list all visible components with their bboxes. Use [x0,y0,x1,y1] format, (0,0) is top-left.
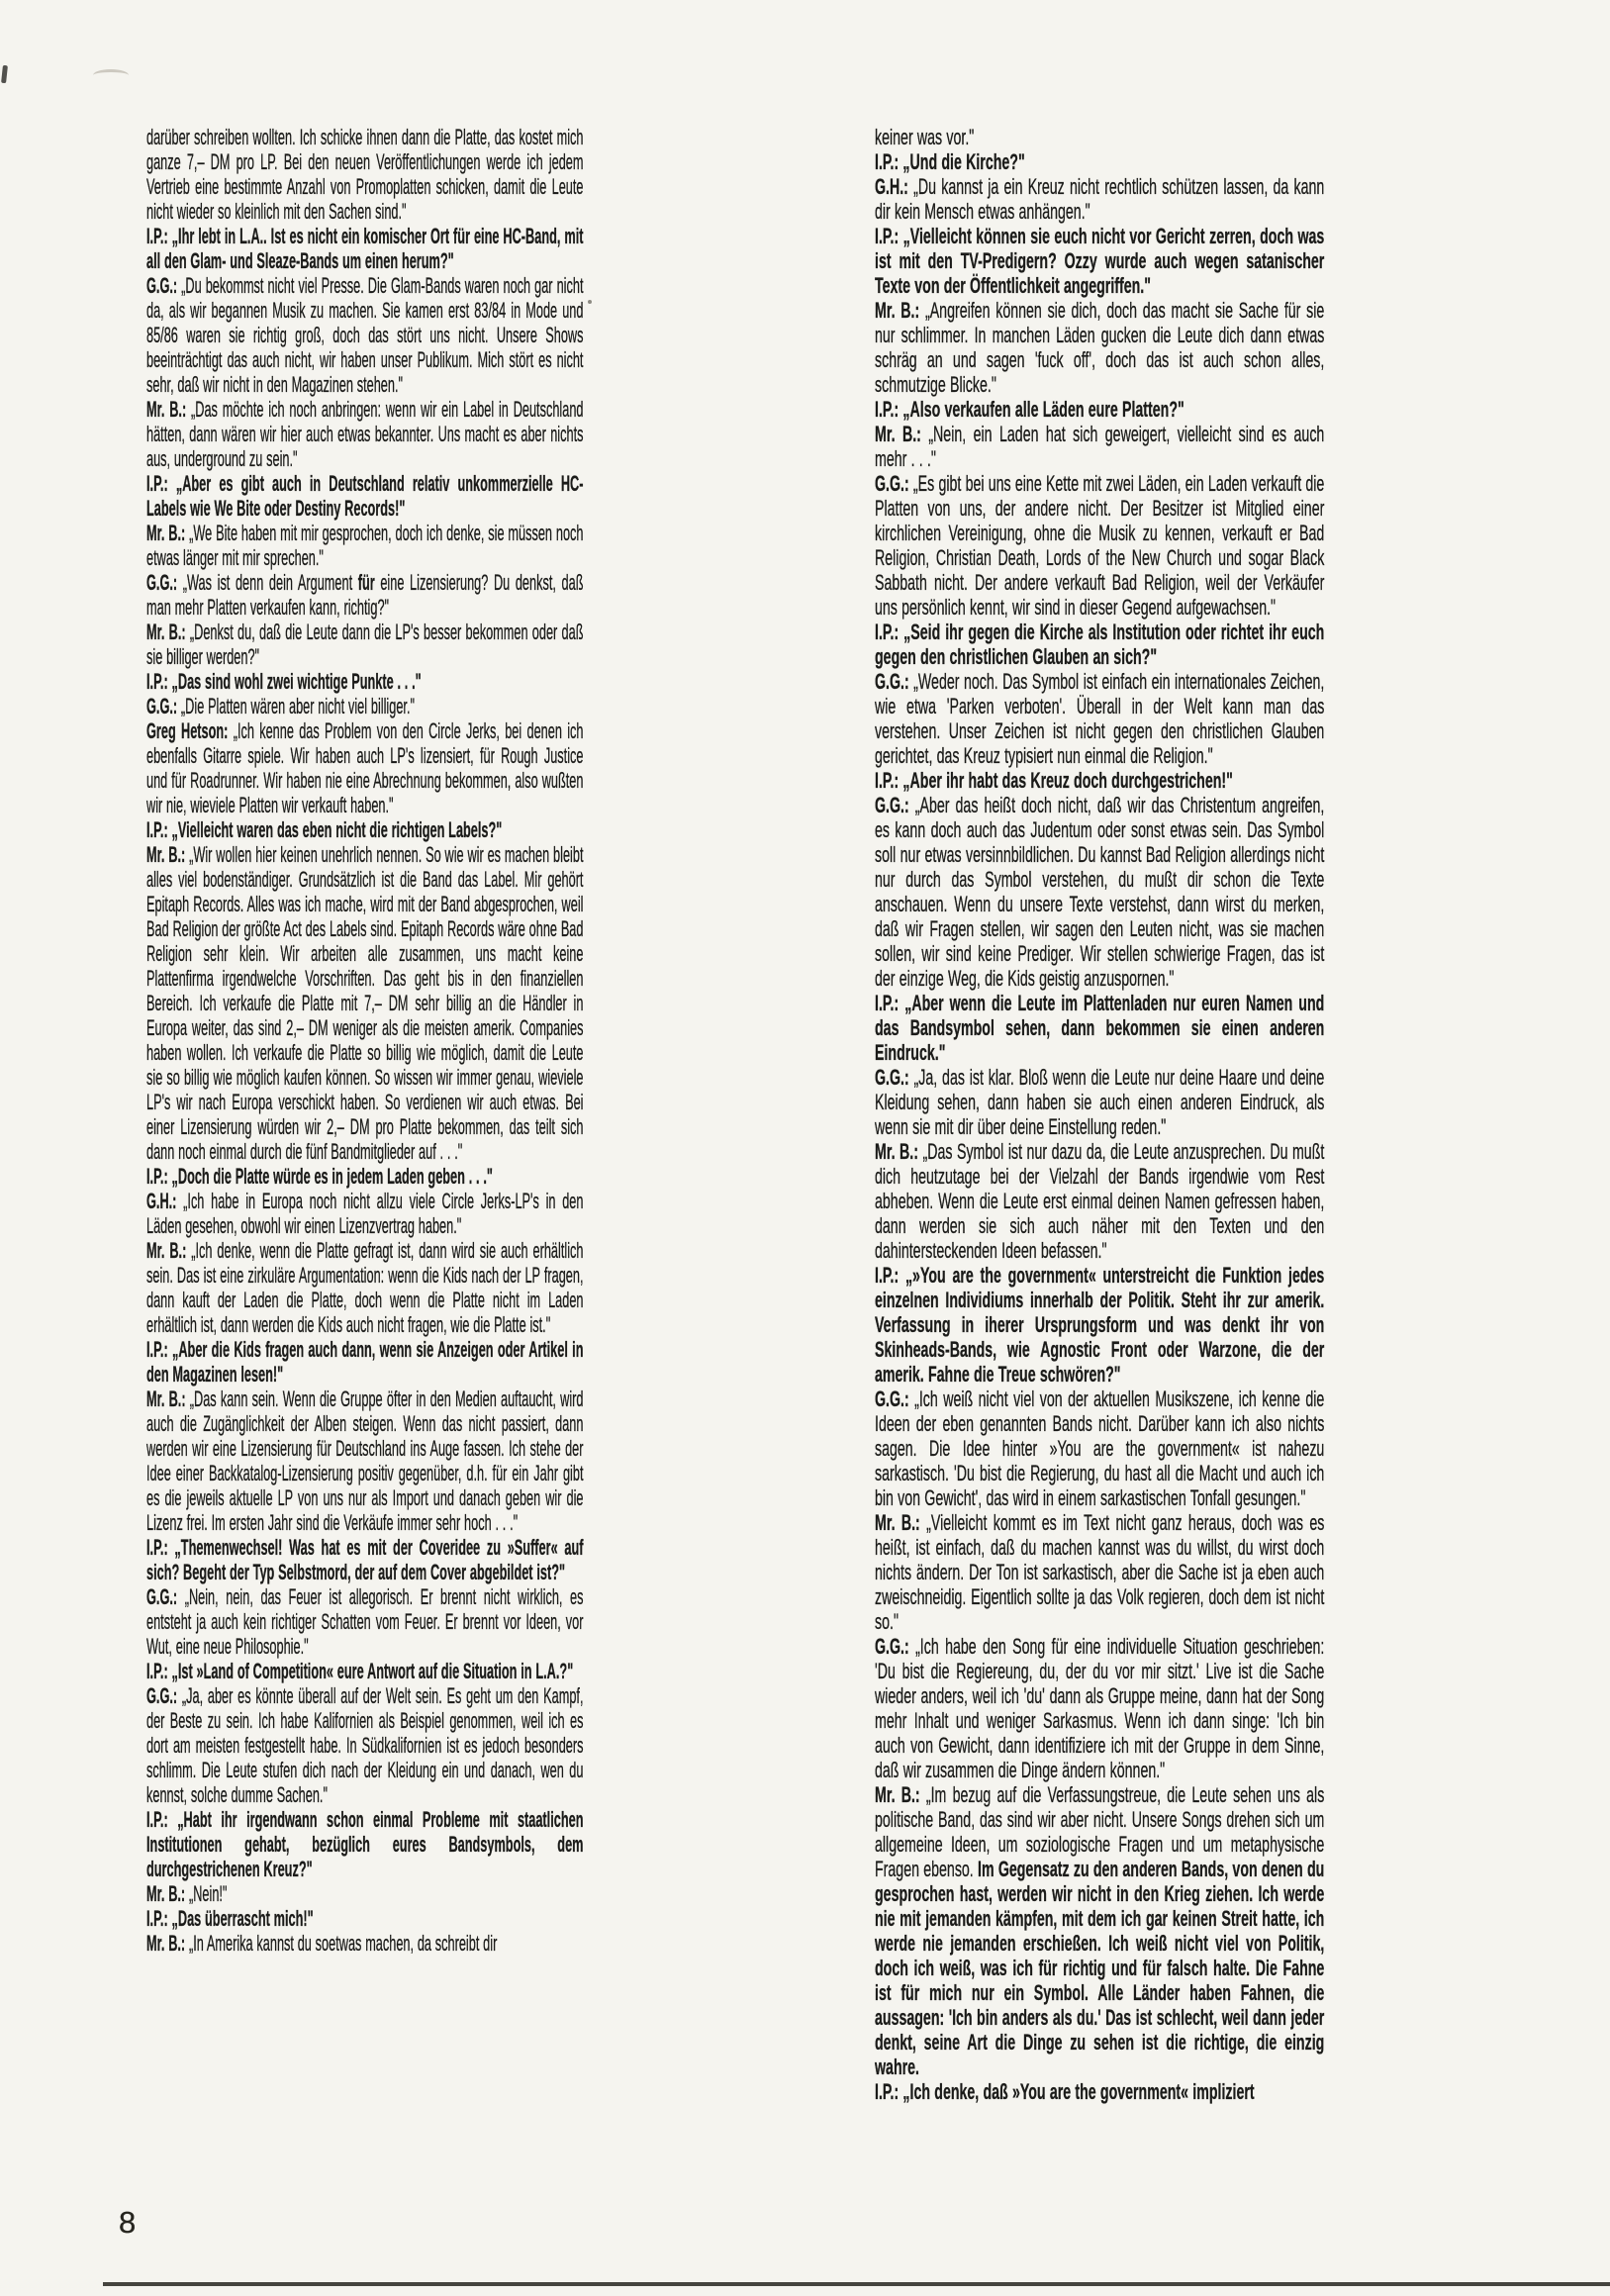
interview-paragraph [875,620,1324,669]
bold-run: G.G.: [146,570,183,595]
text-run: „Das kann sein. Wenn die Gruppe öfter in den Medien auftaucht, wird auch die Zugänglichkeit der Alben steigen. Wenn das nicht passiert, dann werden wir eine Lizensierung für Deutschland ins Auge fassen. Ich stehe der Idee einer Backkatalog-Lizensierung positiv gegenüber, d.h. für ein Jahr gibt es die jeweils aktuelle LP von uns nur als Import und danach geben wir die Lizenz frei. Im ersten Jahr sind die Verkäufe immer sehr hoch . . ." [146,1387,584,1535]
interview-paragraph [146,1659,583,1683]
text-run: „Nein!" [188,1881,228,1906]
text-run: eine Lizensierung? Du denkst, daß man mehr Platten verkaufen kann, richtig?" [146,570,584,620]
interview-paragraph [875,298,1324,397]
text-column-right [875,125,1324,2104]
interview-paragraph [875,422,1324,471]
interview-paragraph [146,273,583,397]
text-run: keiner was vor." [875,125,975,149]
scan-bottom-edge-line [103,2282,1610,2286]
bold-run: Mr. B.: [875,1139,923,1164]
text-run: „Nein, nein, das Feuer ist allegorisch. Er brennt nicht wirklich, es entsteht ja auch kein richtiger Schatten vom Feuer. Er brennt vor Ideen, vor Wut, eine neue Philosophie." [146,1584,584,1659]
text-run: „Das möchte ich noch anbringen: wenn wir ein Label in Deutschland hätten, dann wären wir hier auch etwas bekannter. Uns macht es aber nichts aus, underground zu sein." [146,397,584,471]
interview-paragraph [875,471,1324,620]
text-run: „Ich habe den Song für eine individuelle Situation geschrieben: 'Du bist die Regiereung, du, der du vor mir sitzt.' Live ist die Sache wieder anders, weil ich 'du' dann als Gruppe meine, dann hat der Song mehr Inhalt und weniger Sarkasmus. Wenn ich dann singe: 'Ich bin auch von Gewicht, dann identifiziere ich mit der Gruppe in dem Sinne, daß wir zusammen die Dinge ändern können." [875,1634,1325,1782]
interview-paragraph [146,1931,583,1956]
interview-paragraph [875,1634,1324,1782]
scan-smudge-top-left [93,69,129,81]
bold-run: I.P.: „Vielleicht waren das eben nicht die richtigen Labels?" [146,817,503,842]
interview-paragraph [875,768,1324,793]
interview-paragraph [146,1807,583,1881]
interview-paragraph [146,669,583,694]
interview-paragraph [146,842,583,1164]
text-run: „Du kannst ja ein Kreuz nicht rechtlich schützen lassen, da kann dir kein Mensch etwas anhängen." [875,174,1325,224]
bold-run: Mr. B.: [146,1931,189,1956]
bold-run: Mr. B.: [146,397,192,422]
bold-run: I.P.: „Habt ihr irgendwann schon einmal Probleme mit staatlichen Institutionen gehabt, bezüglich eures Bandsymbols, dem durchgestrichenen Kreuz?" [146,1807,584,1881]
text-run: „Das Symbol ist nur dazu da, die Leute anzusprechen. Du mußt dich heutzutage bei der Vielzahl der Bands irgendwie vom Rest abheben. Wenn die Leute erst einmal deinen Namen gefressen haben, dann werden sie sich auch näher mit den Texten und den dahintersteckenden Ideen befassen." [875,1139,1325,1263]
bold-run: I.P.: „Und die Kirche?" [875,149,1025,174]
text-run: „Ja, aber es könnte überall auf der Welt sein. Es geht um den Kampf, der Beste zu sein. Ich habe Kalifornien als Beispiel genommen, weil ich es dort am meisten festgestellt habe. In Südkalifornien ist es jedoch besonders schlimm. Die Leute stufen dich nach der Kleidung ein und danach, wen du kennst, solche dumme Sachen." [146,1683,584,1807]
bold-run: Mr. B.: [146,521,190,545]
bold-run: I.P.: „Themenwechsel! Was hat es mit der Coveridee zu »Suffer« auf sich? Begeht der Typ Selbstmord, der auf dem Cover abgebildet ist?" [146,1535,584,1584]
interview-paragraph [875,2079,1324,2104]
bold-run: Mr. B.: [146,1238,192,1263]
text-run: „Was ist denn dein Argument [182,570,358,595]
text-run: „Die Platten wären aber nicht viel billiger." [180,694,416,718]
interview-paragraph [875,1065,1324,1139]
interview-paragraph [875,397,1324,422]
bold-run: I.P.: „Das sind wohl zwei wichtige Punkte . . ." [146,669,422,694]
interview-paragraph [875,1263,1324,1387]
bold-run: I.P.: „Aber es gibt auch in Deutschland relativ unkommerzielle HC-Labels wie We Bite oder Destiny Records!" [146,471,584,521]
bold-run: I.P.: „Doch die Platte würde es in jedem Laden geben . . ." [146,1164,493,1189]
bold-run: Mr. B.: [146,1387,190,1411]
interview-paragraph [146,1683,583,1807]
scan-speck-left-edge [1,65,8,83]
text-column-left [146,125,583,1956]
interview-paragraph [875,149,1324,174]
text-run: „Ich denke, wenn die Platte gefragt ist, dann wird sie auch erhältlich sein. Das ist eine zirkuläre Argumentation: wenn die Kids nach der LP fragen, dann kauft der Laden die Platte, doch wenn die Platte nicht im Laden erhältlich ist, dann werden die Kids auch nicht fragen, wie die Platte ist." [146,1238,584,1337]
interview-paragraph [146,471,583,521]
interview-paragraph [875,224,1324,298]
text-run: „Vielleicht kommt es im Text nicht ganz heraus, doch was es heißt, ist einfach, daß du machen kannst was du willst, du wirst doch nichts ändern. Der Ton ist sarkastisch, aber die Sache ist ja eben auch zweischneidig. Eigentlich sollte ja das Volk regieren, doch dem ist nicht so." [875,1510,1325,1634]
interview-paragraph [146,1164,583,1189]
text-run: „Du bekommst nicht viel Presse. Die Glam-Bands waren noch gar nicht da, als wir begannen Musik zu machen. Sie kamen erst 83/84 in Mode und 85/86 waren sie richtig groß, doch das stört uns nicht. Unsere Shows beeinträchtigt das auch nicht, wir haben unser Publikum. Mich stört es nicht sehr, daß wir nicht in den Magazinen stehen." [146,273,584,397]
interview-paragraph [146,1189,583,1238]
text-run: „Ja, das ist klar. Bloß wenn die Leute nur deine Haare und deine Kleidung sehen, dann haben sie auch einen anderen Eindruck, als wenn sie mit dir über deine Einstellung reden." [875,1065,1325,1139]
bold-run: für [357,570,375,595]
interview-paragraph [875,1510,1324,1634]
interview-paragraph [146,1906,583,1931]
interview-paragraph [146,620,583,669]
interview-paragraph [146,1387,583,1535]
text-run: „Ich habe in Europa noch nicht allzu viele Circle Jerks-LP's in den Läden gesehen, obwohl wir einen Lizenzvertrag haben." [146,1189,584,1238]
bold-run: I.P.: „Vielleicht können sie euch nicht vor Gericht zerren, doch was ist mit den TV-Predigern? Ozzy wurde auch wegen satanischer Texte von der Öffentlichkeit angegriffen." [875,224,1325,298]
bold-run: I.P.: „Aber ihr habt das Kreuz doch durchgestrichen!" [875,768,1233,793]
bold-run: Mr. B.: [146,1881,189,1906]
bold-run: G.G.: [146,1584,185,1609]
text-run: „Nein, ein Laden hat sich geweigert, vielleicht sind es auch mehr . . ." [875,422,1325,471]
bold-run: Greg Hetson: [146,718,234,743]
interview-paragraph [875,1387,1324,1510]
bold-run: Mr. B.: [875,1510,927,1535]
interview-paragraph [146,1238,583,1337]
bold-run: G.G.: [146,273,182,298]
interview-paragraph [875,991,1324,1065]
bold-run: I.P.: „Seid ihr gegen die Kirche als Institution oder richtet ihr euch gegen den christlichen Glauben an sich?" [875,620,1325,669]
interview-paragraph [875,174,1324,224]
text-run: „Im bezug auf die Verfassungstreue, die Leute sehen uns als politische Band, das sind wir aber nicht. Unsere Songs drehen sich um allgemeine Ideen, um soziologische Fragen und um metaphysische Fragen ebenso. [875,1782,1325,1881]
interview-paragraph [875,125,1324,149]
bold-run: G.G.: [875,1065,914,1090]
bold-run: G.H.: [146,1189,184,1213]
text-run: „Wir wollen hier keinen unehrlich nennen. So wie wir es machen bleibt alles viel bodenständiger. Grundsätzlich ist die Band das Label. Mir gehört Epitaph Records. Alles was ich mache, wird mit der Band abgesprochen, weil Bad Religion der größte Act des Labels sind. Epitaph Records wäre ohne Bad Religion sehr klein. Wir arbeiten alle zusammen, uns macht keine Plattenfirma irgendwelche Vorschriften. Das geht bis in den finanziellen Bereich. Ich verkaufe die Platte mit 7,– DM sehr billig an die Händler in Europa weiter, das sind 2,– DM weniger als die meisten amerik. Companies haben wollen. Ich verkaufe die Platte so billig wie möglich, damit die Leute sie so billig wie möglich kaufen können. So wissen wir immer genau, wieviele LP's wir nach Europa verschickt haben. So verdienen wir auch etwas. Bei einer Lizensierung würden wir 2,– DM pro Platte bekommen, das teilt sich dann noch einmal durch die fünf Bandmitglieder auf . . ." [146,842,584,1164]
bold-run: I.P.: „Also verkaufen alle Läden eure Platten?" [875,397,1184,422]
interview-paragraph [875,1782,1324,2079]
text-run: „Es gibt bei uns eine Kette mit zwei Läden, ein Laden verkauft die Platten von uns, der andere nicht. Der Besitzer ist Mitglied einer kirchlichen Vereinigung, ohne die Musik zu kennen, verkauft er Bad Religion, Christian Death, Lords of the New Church und sogar Black Sabbath nicht. Der andere verkauft Bad Religion, weil der Verkäufer uns persönlich kennt, wir sind in dieser Gegend aufgewachsen." [875,471,1325,620]
interview-paragraph [146,718,583,817]
interview-paragraph [146,1337,583,1387]
interview-paragraph [146,521,583,570]
bold-run: G.G.: [875,1634,916,1659]
bold-run: Im Gegensatz zu den anderen Bands, von denen du gesprochen hast, werden wir nicht in den Krieg ziehen. Ich werde nie mit jemanden kämpfen, mit dem ich gar keinen Streit hatte, ich werde nie jemanden erschießen. Ich weiß nicht viel von Politik, doch ich weiß, was ich für richtig und für falsch halte. Die Fahne ist für mich nur ein Symbol. Alle Länder haben Fahnen, die aussagen: 'Ich bin anders als du.' Das ist schlecht, weil dann jeder denkt, seine Art die Dinge zu sehen ist die richtige, die einzig wahre. [875,1857,1325,2079]
text-run: „Weder noch. Das Symbol ist einfach ein internationales Zeichen, wie etwa 'Parken verboten'. Überall in der Welt kann man das verstehen. Unser Zeichen ist nicht gegen den christlichen Glauben gerichtet, das Kreuz typisiert nun einmal die Religion." [875,669,1325,768]
text-run: „In Amerika kannst du soetwas machen, da schreibt dir [188,1931,498,1956]
interview-paragraph [875,793,1324,991]
interview-paragraph [146,570,583,620]
interview-paragraph [146,1535,583,1584]
interview-paragraph [146,224,583,273]
bold-run: I.P.: „Aber die Kids fragen auch dann, wenn sie Anzeigen oder Artikel in den Magazinen lesen!" [146,1337,584,1387]
bold-run: Mr. B.: [146,620,190,644]
scan-speck-gutter [588,300,592,304]
text-run: „Ich weiß nicht viel von der aktuellen Musikszene, ich kenne die Ideen der eben genannten Bands nicht. Darüber kann ich also nichts sagen. Die Idee hinter »You are the government« ist nahezu sarkastisch. 'Du bist die Regierung, du hast all die Macht und auch ich bin von Gewicht', das wird in einem sarkastischen Tonfall gesungen." [875,1387,1325,1510]
text-run: „Aber das heißt doch nicht, daß wir das Christentum angreifen, es kann doch auch das Judentum oder sonst etwas sein. Das Symbol soll nur etwas versinnbildlichen. Du kannst Bad Religion allerdings nicht nur durch das Symbol verstehen, du mußt dir schon die Texte anschauen. Wenn du unsere Texte verstehst, dann wirst du merken, daß wir Fragen stellen, wir sagen den Leuten nicht, was sie machen sollen, wir sind keine Prediger. Wir stellen schwierige Fragen, das ist der einzige Weg, die Kids geistig anzuspornen." [875,793,1325,991]
bold-run: I.P.: „Aber wenn die Leute im Plattenladen nur euren Namen und das Bandsymbol sehen, dann bekommen sie einen anderen Eindruck." [875,991,1325,1065]
text-run: darüber schreiben wollten. Ich schicke ihnen dann die Platte, das kostet mich ganze 7,– DM pro LP. Bei den neuen Veröffentlichungen werde ich jedem Vertrieb eine bestimmte Anzahl von Promoplatten schicken, damit die Leute nicht wieder so kleinlich mit den Sachen sind." [146,125,584,224]
bold-run: G.G.: [875,1387,915,1411]
interview-paragraph [146,397,583,471]
interview-paragraph [146,125,583,224]
bold-run: Mr. B.: [875,298,925,323]
interview-paragraph [146,694,583,718]
bold-run: I.P.: „»You are the government« unterstreicht die Funktion jedes einzelnen Individiums innerhalb der Politik. Steht ihr zur amerik. Verfassung in iherer Ursprungsform und was denkt ihr von Skinheads-Bands, wie Agnostic Front oder Warzone, die der amerik. Fahne die Treue schwören?" [875,1263,1325,1387]
bold-run: I.P.: „Ich denke, daß »You are the government« impliziert [875,2079,1255,2104]
bold-run: G.G.: [146,1683,182,1708]
text-run: „Ich kenne das Problem von den Circle Jerks, bei denen ich ebenfalls Gitarre spiele. Wir haben auch LP's lizensiert, für Rough Justice und für Roadrunner. Wir haben nie eine Abrechnung bekommen, also wußten wir nie, wieviele Platten wir verkauft haben." [146,718,584,817]
interview-paragraph [146,817,583,842]
bold-run: Mr. B.: [875,422,929,446]
bold-run: I.P.: „Ist »Land of Competition« eure Antwort auf die Situation in L.A.?" [146,1659,574,1683]
bold-run: I.P.: „Ihr lebt in L.A.. Ist es nicht ein komischer Ort für eine HC-Band, mit all den Glam- und Sleaze-Bands um einen herum?" [146,224,584,273]
bold-run: G.G.: [875,793,915,817]
bold-run: G.H.: [875,174,914,199]
text-run: „Denkst du, daß die Leute dann die LP's besser bekommen oder daß sie billiger werden?" [146,620,584,669]
interview-paragraph [146,1584,583,1659]
bold-run: Mr. B.: [875,1782,926,1807]
interview-paragraph [146,1881,583,1906]
bold-run: Mr. B.: [146,842,190,867]
bold-run: G.G.: [875,471,913,496]
interview-paragraph [875,1139,1324,1263]
interview-paragraph [875,669,1324,768]
text-run: „Angreifen können sie dich, doch das macht sie Sache für sie nur schlimmer. In manchen Läden gucken die Leute dich dann etwas schräg an und sagen 'fuck off', doch das ist auch schon alles, schmutzige Blicke." [875,298,1325,397]
bold-run: G.G.: [146,694,181,718]
text-run: „We Bite haben mit mir gesprochen, doch ich denke, sie müssen noch etwas länger mit mir sprechen." [146,521,584,570]
bold-run: I.P.: „Das überrascht mich!" [146,1906,314,1931]
page-number: 8 [119,2205,137,2240]
bold-run: G.G.: [875,669,914,694]
